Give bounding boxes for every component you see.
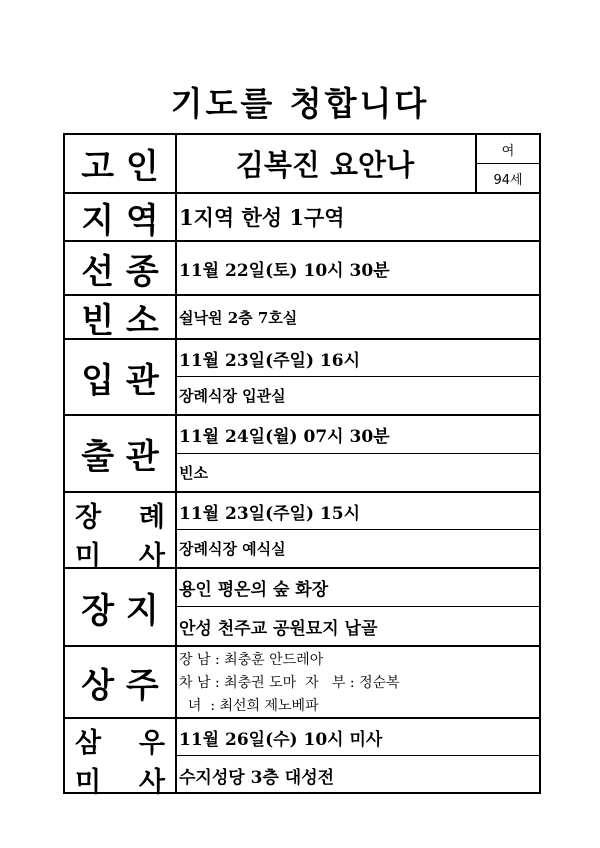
third-day-mass-label-bottom: 미 사	[75, 767, 165, 798]
funeral-notice-table	[63, 133, 541, 798]
death-label: 선 종	[81, 251, 159, 292]
mourner-line-3: 녀 : 최선희 제노베파	[179, 698, 319, 714]
mourner-line-1: 장 남 : 최충훈 안드레아	[179, 652, 324, 668]
deceased-name: 김복진 요안나	[235, 148, 415, 182]
region-value: 1지역 한성 1구역	[179, 205, 345, 230]
death-value: 11월 22일(토) 10시 30분	[179, 260, 390, 281]
mortuary-value: 쉴낙원 2층 7호실	[179, 308, 298, 327]
burial-line2: 안성 천주교 공원묘지 납골	[179, 618, 378, 639]
burial-line1: 용인 평온의 숲 화장	[179, 580, 329, 600]
page-title: 기도를 청합니다	[170, 84, 430, 123]
funeral-mass-time: 11월 23일(주일) 15시	[179, 503, 361, 524]
departure-place: 빈소	[179, 464, 208, 482]
encoffining-label: 입 관	[81, 360, 159, 401]
departure-label: 출 관	[81, 437, 159, 477]
chief-mourners-label: 상 주	[81, 665, 159, 706]
region-label: 지 역	[81, 200, 159, 241]
funeral-mass-label	[65, 493, 175, 572]
deceased-sex: 여	[477, 135, 539, 164]
mortuary-label: 빈 소	[81, 300, 159, 341]
sex-age-box	[475, 135, 539, 192]
third-day-mass-label	[65, 719, 175, 798]
deceased-age: 94세	[493, 172, 523, 188]
third-day-mass-time: 11월 26일(수) 10시 미사	[179, 729, 383, 750]
burial-label: 장 지	[81, 590, 159, 631]
third-day-mass-place: 수지성당 3층 대성전	[179, 767, 335, 788]
label-column-divider	[175, 135, 177, 792]
funeral-mass-place: 장례식장 예식실	[179, 540, 286, 558]
funeral-mass-label-top: 장 례	[75, 502, 165, 533]
departure-time: 11월 24일(월) 07시 30분	[179, 427, 390, 447]
deceased-label: 고 인	[81, 147, 159, 187]
funeral-mass-label-bottom: 미 사	[75, 541, 165, 572]
mourner-line-2: 차 남 : 최충권 도마 자 부 : 정순복	[179, 675, 400, 691]
third-day-mass-label-top: 삼 우	[75, 728, 165, 759]
encoffining-place: 장례식장 입관실	[179, 387, 286, 405]
encoffining-time: 11월 23일(주일) 16시	[179, 350, 361, 371]
